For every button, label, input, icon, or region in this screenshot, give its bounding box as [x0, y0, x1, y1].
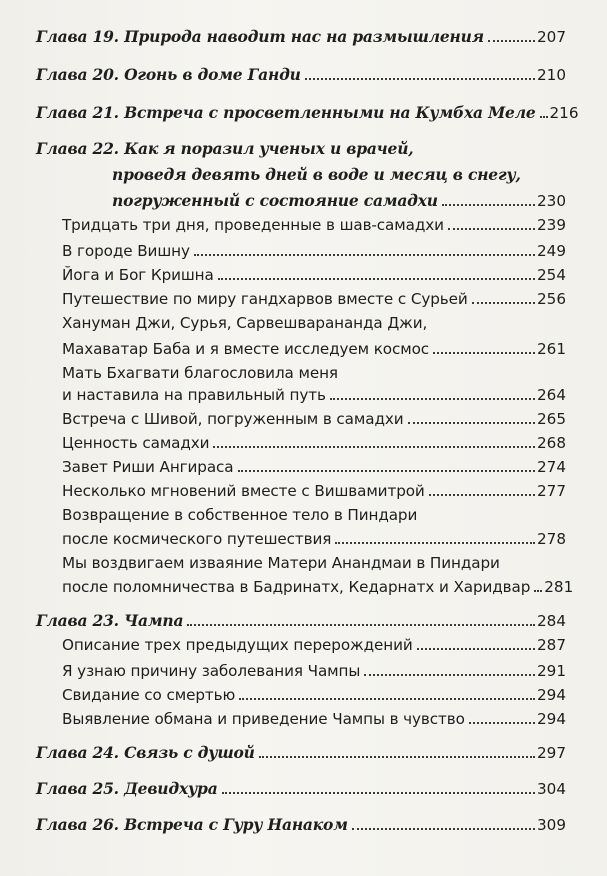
toc-page-number: 249: [537, 242, 566, 260]
toc-entry-title: Возвращение в собственное тело в Пиндари: [62, 506, 418, 524]
toc-page-number: 265: [537, 410, 566, 428]
toc-entry-title: погруженный с состояние самадхи: [112, 191, 438, 210]
toc-entry-title: после поломничества в Бадринатх, Кедарнатх и Харидвар: [62, 578, 531, 596]
toc-leader-dots: [448, 228, 535, 230]
toc-section-line: [62, 680, 566, 706]
toc-leader-dots: [213, 446, 535, 448]
toc-chapter-line: [112, 186, 566, 212]
toc-entry-title: Путешествие по миру гандхарвов вместе с Сурьей: [62, 290, 468, 308]
toc-entry-title: Глава 23. Чампа: [36, 611, 184, 630]
toc-section-line: [62, 284, 566, 310]
toc-page-number: 207: [537, 28, 566, 46]
toc-leader-dots: [488, 40, 535, 42]
toc-leader-dots: [442, 204, 535, 206]
toc-chapter-line: [36, 606, 566, 632]
toc-entry-title: и наставила на правильный путь: [62, 386, 326, 404]
toc-page-number: 216: [549, 104, 579, 122]
toc-entry-title: Глава 22. Как я поразил ученых и врачей,: [36, 139, 414, 158]
toc-section-line: [62, 476, 566, 502]
toc-chapter-line: [112, 160, 525, 186]
toc-page-number: 254: [537, 266, 566, 284]
toc-chapter-line: [36, 134, 417, 160]
toc-entry-title: Тридцать три дня, проведенные в шав-самадхи: [62, 216, 444, 234]
toc-section-line: [62, 548, 504, 574]
toc-leader-dots: [364, 674, 535, 676]
toc-entry-title: Глава 20. Огонь в доме Ганди: [36, 65, 301, 84]
toc-page-number: 281: [544, 578, 574, 596]
toc-page-number: 277: [537, 482, 566, 500]
toc-leader-dots: [352, 828, 535, 830]
toc-entry-title: Ценность самадхи: [62, 434, 210, 452]
toc-page-number: 230: [537, 192, 566, 210]
toc-page-number: 304: [537, 780, 566, 798]
toc-entry-title: Встреча с Шивой, погруженным в самадхи: [62, 410, 404, 428]
toc-leader-dots: [218, 278, 535, 280]
toc-entry-title: после космического путешествия: [62, 530, 332, 548]
toc-chapter-line: [36, 60, 566, 86]
toc-page-number: 239: [537, 216, 566, 234]
toc-entry-title: проведя девять дней в воде и месяц в снегу,: [112, 165, 521, 184]
toc-page-number: 278: [537, 530, 566, 548]
toc-page-number: 294: [537, 710, 566, 728]
toc-entry-title: Мать Бхагвати благословила меня: [62, 364, 338, 382]
toc-page-number: 287: [537, 636, 566, 654]
toc-section-line: [62, 656, 566, 682]
toc-entry-title: Глава 24. Связь с душой: [36, 743, 255, 762]
toc-leader-dots: [540, 116, 548, 118]
toc-page-number: 274: [537, 458, 566, 476]
toc-page-number: 309: [537, 816, 566, 834]
toc-leader-dots: [433, 352, 535, 354]
toc-page-number: 256: [537, 290, 566, 308]
toc-leader-dots: [238, 470, 535, 472]
toc-leader-dots: [534, 590, 542, 592]
toc-section-line: [62, 704, 566, 730]
toc-chapter-line: [36, 774, 566, 800]
toc-section-line: [62, 404, 566, 430]
toc-section-line: [62, 428, 566, 454]
toc-page-number: 210: [537, 66, 566, 84]
toc-entry-title: Йога и Бог Кришна: [62, 266, 214, 284]
toc-entry-title: Глава 25. Девидхура: [36, 779, 218, 798]
toc-entry-title: Мы воздвигаем изваяние Матери Анандмаи в Пиндари: [62, 554, 500, 572]
toc-section-line: [62, 380, 566, 406]
toc-section-line: [62, 524, 566, 550]
toc-leader-dots: [469, 722, 535, 724]
toc-leader-dots: [330, 398, 535, 400]
toc-section-line: [62, 210, 566, 236]
toc-page-number: 284: [537, 612, 566, 630]
toc-section-line: [62, 572, 574, 598]
toc-page-number: 268: [537, 434, 566, 452]
toc-section-line: [62, 500, 421, 526]
toc-leader-dots: [239, 698, 535, 700]
toc-entry-title: Глава 26. Встреча с Гуру Нанаком: [36, 815, 348, 834]
toc-entry-title: Свидание со смертью: [62, 686, 236, 704]
toc-section-line: [62, 630, 566, 656]
toc-entry-title: Глава 21. Встреча с просветленными на Кумбха Меле: [36, 103, 536, 122]
toc-page-number: 297: [537, 744, 566, 762]
toc-section-line: [62, 260, 566, 286]
toc-section-line: [62, 452, 566, 478]
toc-entry-title: Глава 19. Природа наводит нас на размышления: [36, 27, 484, 46]
toc-leader-dots: [335, 542, 535, 544]
toc-page-number: 294: [537, 686, 566, 704]
toc-page-number: 264: [537, 386, 566, 404]
toc-entry-title: Описание трех предыдущих перерождений: [62, 636, 413, 654]
toc-leader-dots: [222, 792, 535, 794]
toc-leader-dots: [429, 494, 535, 496]
toc-chapter-line: [36, 98, 579, 124]
toc-chapter-line: [36, 810, 566, 836]
toc-chapter-line: [36, 738, 566, 764]
toc-section-line: [62, 236, 566, 262]
toc-entry-title: Хануман Джи, Сурья, Сарвешварананда Джи,: [62, 314, 428, 332]
toc-entry-title: Несколько мгновений вместе с Вишвамитрой: [62, 482, 425, 500]
toc-page-number: 291: [537, 662, 566, 680]
toc-leader-dots: [187, 624, 535, 626]
toc-leader-dots: [259, 756, 535, 758]
toc-page-number: 261: [537, 340, 566, 358]
toc-entry-title: Махаватар Баба и я вместе исследуем космос: [62, 340, 430, 358]
toc-entry-title: Я узнаю причину заболевания Чампы: [62, 662, 361, 680]
toc-entry-title: В городе Вишну: [62, 242, 190, 260]
toc-leader-dots: [408, 422, 535, 424]
toc-leader-dots: [417, 648, 535, 650]
toc-entry-title: Выявление обмана и приведение Чампы в чувство: [62, 710, 465, 728]
toc-leader-dots: [194, 254, 535, 256]
toc-section-line: [62, 334, 566, 360]
toc-leader-dots: [305, 78, 535, 80]
toc-section-line: [62, 308, 431, 334]
toc-leader-dots: [472, 302, 535, 304]
toc-chapter-line: [36, 22, 566, 48]
toc-entry-title: Завет Риши Ангираса: [62, 458, 234, 476]
